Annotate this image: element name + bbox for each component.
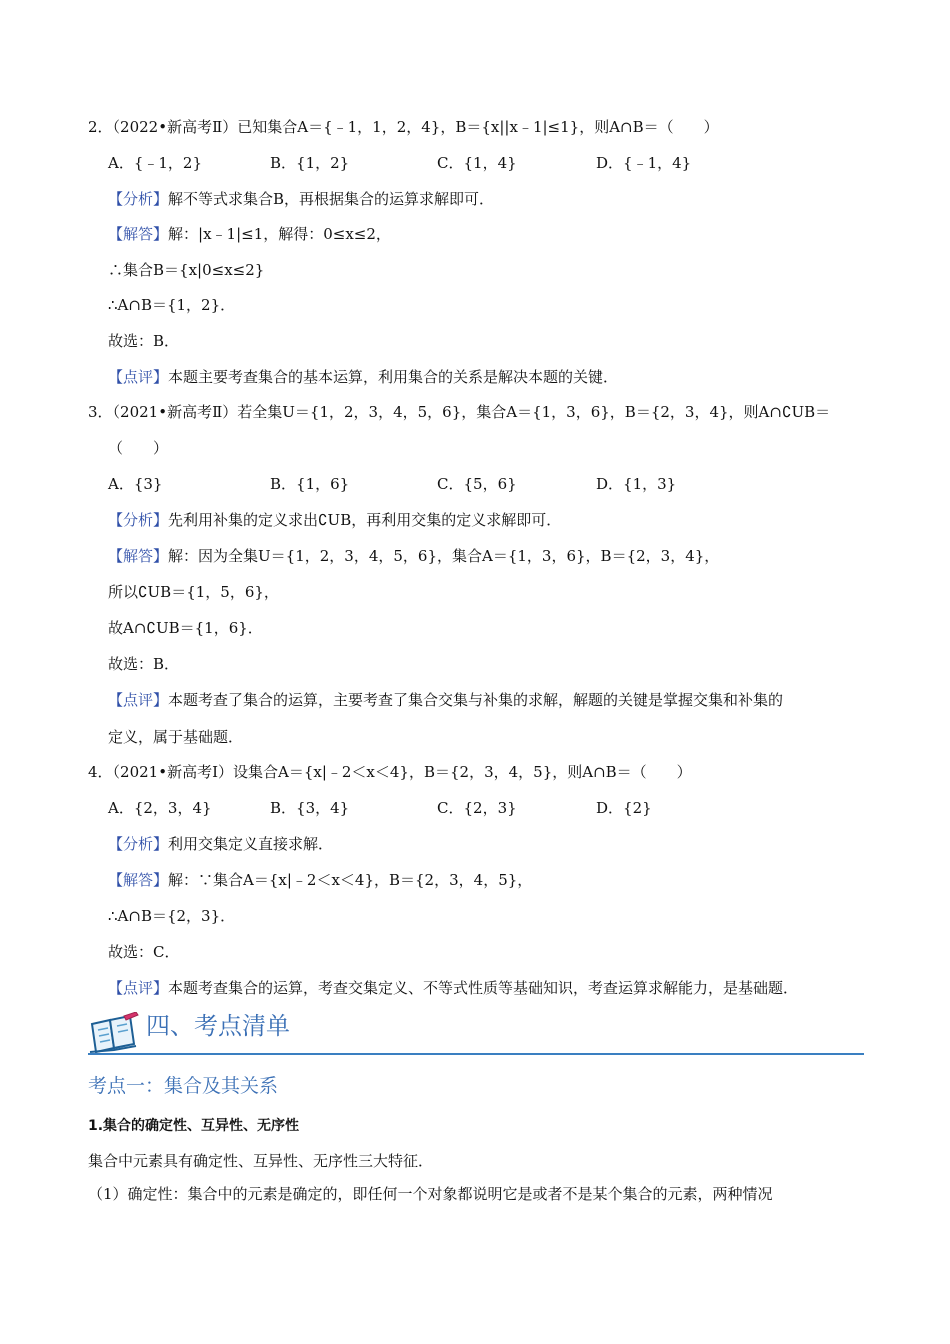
q2-analysis	[108, 189, 494, 209]
q4-line-1: ∴A∩B＝{2，3}．	[108, 907, 236, 925]
q4-option-a: A．{2，3，4}	[108, 799, 212, 817]
q4-option-c: C．{2，3}	[437, 799, 517, 817]
q3-option-d: D．{1，3}	[596, 475, 677, 493]
q4-option-b: B．{3，4}	[270, 799, 350, 817]
comment-tag: 【点评】	[108, 979, 169, 997]
comment-text: 本题考查了集合的运算，主要考查了集合交集与补集的求解，解题的关键是掌握交集和补集的	[168, 691, 784, 709]
q3-answer	[108, 546, 719, 566]
q4-analysis	[108, 834, 333, 854]
q3-line-2: 故A∩∁UB＝{1，6}．	[108, 619, 263, 637]
keypoint-title: 考点一：集合及其关系	[88, 1075, 279, 1097]
q3-stem-cont: （ ）	[108, 439, 169, 457]
answer-tag: 【解答】	[108, 547, 169, 565]
q2-option-c: C．{1，4}	[437, 154, 517, 172]
q3-option-b: B．{1，6}	[270, 475, 350, 493]
q3-stem: 3．（2021•新高考Ⅱ）若全集U＝{1，2，3，4，5，6}，集合A＝{1，3，6}，B＝{2，3，4}，则A∩∁UB＝	[88, 403, 831, 421]
answer-tag: 【解答】	[108, 225, 169, 243]
analysis-tag: 【分析】	[108, 511, 169, 529]
q3-line-1: 所以∁UB＝{1，5，6}，	[108, 583, 279, 601]
q3-analysis	[108, 510, 561, 530]
q3-option-c: C．{5，6}	[437, 475, 517, 493]
answer-text: 解：∵集合A＝{x|﹣2＜x＜4}，B＝{2，3，4，5}，	[168, 871, 533, 889]
q4-answer	[108, 870, 532, 890]
analysis-tag: 【分析】	[108, 835, 169, 853]
answer-text: 解：因为全集U＝{1，2，3，4，5，6}，集合A＝{1，3，6}，B＝{2，3，4}，	[168, 547, 720, 565]
q2-option-d: D．{﹣1，4}	[596, 154, 692, 172]
paragraph-2: （1）确定性：集合中的元素是确定的，即任何一个对象都说明它是或者不是某个集合的元素，两种情况	[88, 1185, 773, 1203]
q2-option-b: B．{1，2}	[270, 154, 350, 172]
comment-text: 本题考查集合的运算，考查交集定义、不等式性质等基础知识，考查运算求解能力，是基础题．	[168, 979, 799, 997]
paragraph-1: 集合中元素具有确定性、互异性、无序性三大特征．	[88, 1152, 434, 1170]
answer-tag: 【解答】	[108, 871, 169, 889]
section-title: 四、考点清单	[146, 1012, 290, 1040]
q2-comment	[108, 367, 618, 387]
q2-line-1: ∴集合B＝{x|0≤x≤2}	[108, 261, 265, 279]
q3-option-a: A．{3}	[108, 475, 163, 493]
q4-line-2: 故选：C．	[108, 943, 180, 961]
q4-stem: 4．（2021•新高考Ⅰ）设集合A＝{x|﹣2＜x＜4}，B＝{2，3，4，5}，则A∩B＝（ ）	[88, 763, 692, 781]
analysis-text: 解不等式求集合B，再根据集合的运算求解即可．	[168, 190, 495, 208]
q2-answer	[108, 224, 391, 244]
subheading: 1.集合的确定性、互异性、无序性	[88, 1118, 300, 1134]
q2-stem: 2．（2022•新高考Ⅱ）已知集合A＝{﹣1，1，2，4}，B＝{x||x﹣1|≤1}，则A∩B＝（ ）	[88, 118, 719, 136]
q3-comment-cont: 定义，属于基础题．	[108, 728, 244, 746]
q4-comment	[108, 978, 798, 998]
answer-text: 解：|x﹣1|≤1，解得：0≤x≤2，	[168, 225, 391, 243]
q4-option-d: D．{2}	[596, 799, 652, 817]
analysis-text: 先利用补集的定义求出∁UB，再利用交集的定义求解即可．	[168, 511, 562, 529]
comment-text: 本题主要考查集合的基本运算，利用集合的关系是解决本题的关键．	[168, 368, 619, 386]
section-divider	[88, 1053, 864, 1055]
q2-option-a: A．{﹣1，2}	[108, 154, 203, 172]
q2-line-3: 故选：B．	[108, 332, 180, 350]
analysis-text: 利用交集定义直接求解．	[168, 835, 334, 853]
comment-tag: 【点评】	[108, 368, 169, 386]
book-icon	[88, 1012, 140, 1054]
comment-tag: 【点评】	[108, 691, 169, 709]
analysis-tag: 【分析】	[108, 190, 169, 208]
q2-line-2: ∴A∩B＝{1，2}．	[108, 296, 236, 314]
q3-comment	[108, 690, 783, 710]
q3-line-3: 故选：B．	[108, 655, 180, 673]
